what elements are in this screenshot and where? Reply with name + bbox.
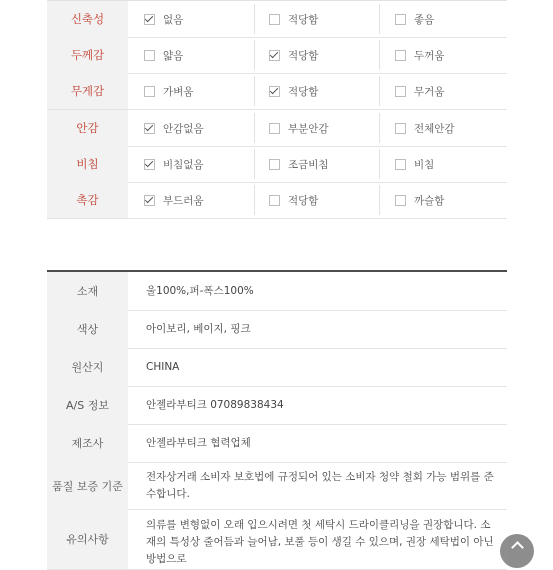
info-value: 아이보리, 베이지, 핑크 [146,322,251,335]
attribute-label: 두께감 [47,37,128,73]
attribute-option [269,146,329,182]
attribute-option [144,73,193,109]
attribute-label: 무게감 [47,73,128,109]
info-value: 의류를 변형없이 오래 입으시려면 첫 세탁시 드라이클리닝을 권장합니다. 소재의 특성상 줄어듬과 늘어남, 보풀 등이 생길 수 있으며, 권장 세탁법이 아닌 방법으로 [146,519,494,565]
attribute-option [144,37,183,73]
attribute-option [395,37,444,73]
cell-divider [254,76,255,106]
attribute-option-label: 좋음 [414,13,435,26]
attribute-option-label: 부드러움 [163,194,204,207]
info-row [47,272,507,311]
checkbox-checked-icon [269,50,280,61]
cell-divider [379,76,380,106]
attribute-option-label: 적당함 [288,85,319,98]
checkbox-checked-icon [144,195,155,206]
cell-divider [379,4,380,34]
attribute-label: 비침 [47,146,128,182]
info-row [47,424,507,463]
attribute-option [395,1,434,37]
chevron-up-icon [511,541,524,554]
attribute-option-label: 적당함 [288,49,319,62]
attribute-option [144,1,183,37]
attribute-option [269,1,318,37]
attribute-option [269,37,318,73]
checkbox-empty-icon [395,86,406,97]
attribute-row [47,1,507,38]
attribute-option [269,110,329,146]
info-row [47,509,507,570]
attribute-option [395,146,434,182]
attribute-row [47,37,507,74]
attribute-option-label: 얇음 [163,49,184,62]
attribute-option [395,73,444,109]
info-label: 유의사항 [47,509,128,569]
info-label: A/S 정보 [47,386,128,424]
product-info-table [47,270,507,565]
info-label: 소재 [47,272,128,310]
checkbox-empty-icon [269,159,280,170]
attribute-option-label: 조금비침 [288,158,329,171]
cell-divider [379,185,380,215]
cell-divider [254,4,255,34]
attribute-option [395,110,455,146]
cell-divider [379,149,380,179]
info-value: 안젤라부티크 07089838434 [146,398,284,411]
checkbox-empty-icon [395,159,406,170]
cell-divider [254,113,255,143]
info-row [47,462,507,510]
attribute-option-label: 두꺼움 [414,49,445,62]
attribute-label: 촉감 [47,182,128,218]
scroll-to-top-button[interactable] [500,534,534,568]
checkbox-empty-icon [395,123,406,134]
info-value: 전자상거래 소비자 보호법에 규정되어 있는 소비자 청약 철회 가능 범위를 준수합니다. [146,470,494,500]
cell-divider [254,149,255,179]
info-label: 원산지 [47,348,128,386]
info-row [47,348,507,387]
attribute-option-label: 안감없음 [163,122,204,135]
info-label: 품질 보증 기준 [47,462,128,509]
info-value: 울100%,퍼-폭스100% [146,284,254,297]
cell-divider [379,113,380,143]
attribute-option [144,110,204,146]
attribute-option-label: 전체안감 [414,122,455,135]
checkbox-checked-icon [269,86,280,97]
checkbox-empty-icon [395,50,406,61]
attribute-option-label: 가벼움 [163,85,194,98]
fit-attributes-table [47,0,507,219]
attribute-option-label: 적당함 [288,13,319,26]
attribute-option [269,73,318,109]
attribute-option-label: 부분안감 [288,122,329,135]
attribute-label: 신축성 [47,1,128,37]
attribute-option [144,146,204,182]
attribute-option [395,182,444,218]
checkbox-empty-icon [269,14,280,25]
info-value: 안젤라부티크 협력업체 [146,436,251,449]
attribute-option [269,182,318,218]
checkbox-checked-icon [144,123,155,134]
info-row [47,386,507,425]
attribute-row [47,182,507,219]
info-label: 제조사 [47,424,128,462]
checkbox-empty-icon [395,195,406,206]
checkbox-checked-icon [144,14,155,25]
cell-divider [254,185,255,215]
checkbox-empty-icon [144,50,155,61]
attribute-row [47,146,507,183]
info-label: 색상 [47,310,128,348]
cell-divider [254,40,255,70]
checkbox-checked-icon [144,159,155,170]
attribute-label: 안감 [47,110,128,146]
attribute-option-label: 없음 [163,13,184,26]
attribute-row [47,110,507,147]
attribute-option-label: 무거움 [414,85,445,98]
attribute-option [144,182,204,218]
checkbox-empty-icon [395,14,406,25]
info-value: CHINA [146,360,180,373]
attribute-option-label: 까슬함 [414,194,445,207]
attribute-option-label: 비침없음 [163,158,204,171]
attribute-option-label: 적당함 [288,194,319,207]
attribute-option-label: 비침 [414,158,435,171]
info-row [47,310,507,349]
checkbox-empty-icon [269,123,280,134]
cell-divider [379,40,380,70]
attribute-row [47,73,507,110]
checkbox-empty-icon [269,195,280,206]
checkbox-empty-icon [144,86,155,97]
